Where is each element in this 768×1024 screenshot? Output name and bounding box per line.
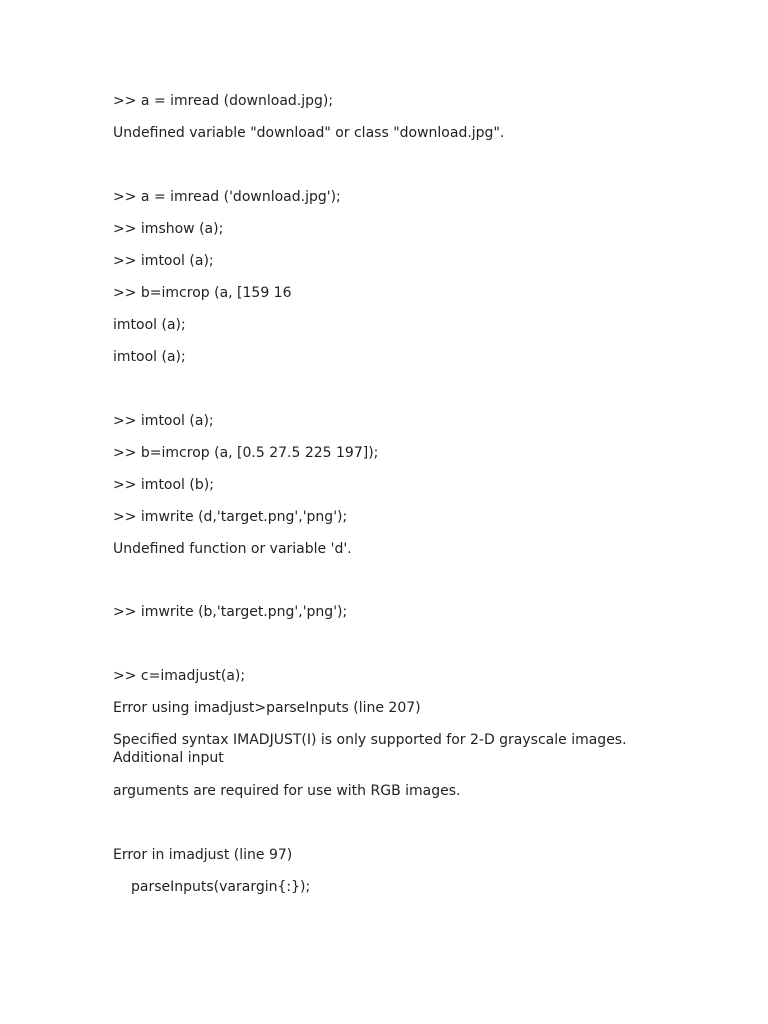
command-line: imtool (a); [113,349,186,365]
command-line: >> a = imread ('download.jpg'); [113,189,341,205]
error-trace-line: parseInputs(varargin{:}); [131,879,311,895]
error-message: arguments are required for use with RGB images. [113,783,461,799]
command-line: >> imwrite (b,'target.png','png'); [113,604,348,620]
error-message: Specified syntax IMADJUST(I) is only supported for 2-D grayscale images. [113,732,627,748]
command-line: imtool (a); [113,317,186,333]
error-message: Error using imadjust>parseInputs (line 207) [113,700,421,716]
error-message: Undefined variable "download" or class "download.jpg". [113,125,505,141]
command-line: >> b=imcrop (a, [159 16 [113,285,292,301]
command-line: >> c=imadjust(a); [113,668,246,684]
command-line: >> imtool (a); [113,413,214,429]
command-line: >> imwrite (d,'target.png','png'); [113,509,348,525]
command-line: >> imtool (a); [113,253,214,269]
command-line: >> a = imread (download.jpg); [113,93,334,109]
command-line: >> imshow (a); [113,221,224,237]
command-line: >> b=imcrop (a, [0.5 27.5 225 197]); [113,445,379,461]
error-message: Undefined function or variable 'd'. [113,541,352,557]
error-message: Additional input [113,750,224,766]
command-line: >> imtool (b); [113,477,214,493]
error-message: Error in imadjust (line 97) [113,847,293,863]
